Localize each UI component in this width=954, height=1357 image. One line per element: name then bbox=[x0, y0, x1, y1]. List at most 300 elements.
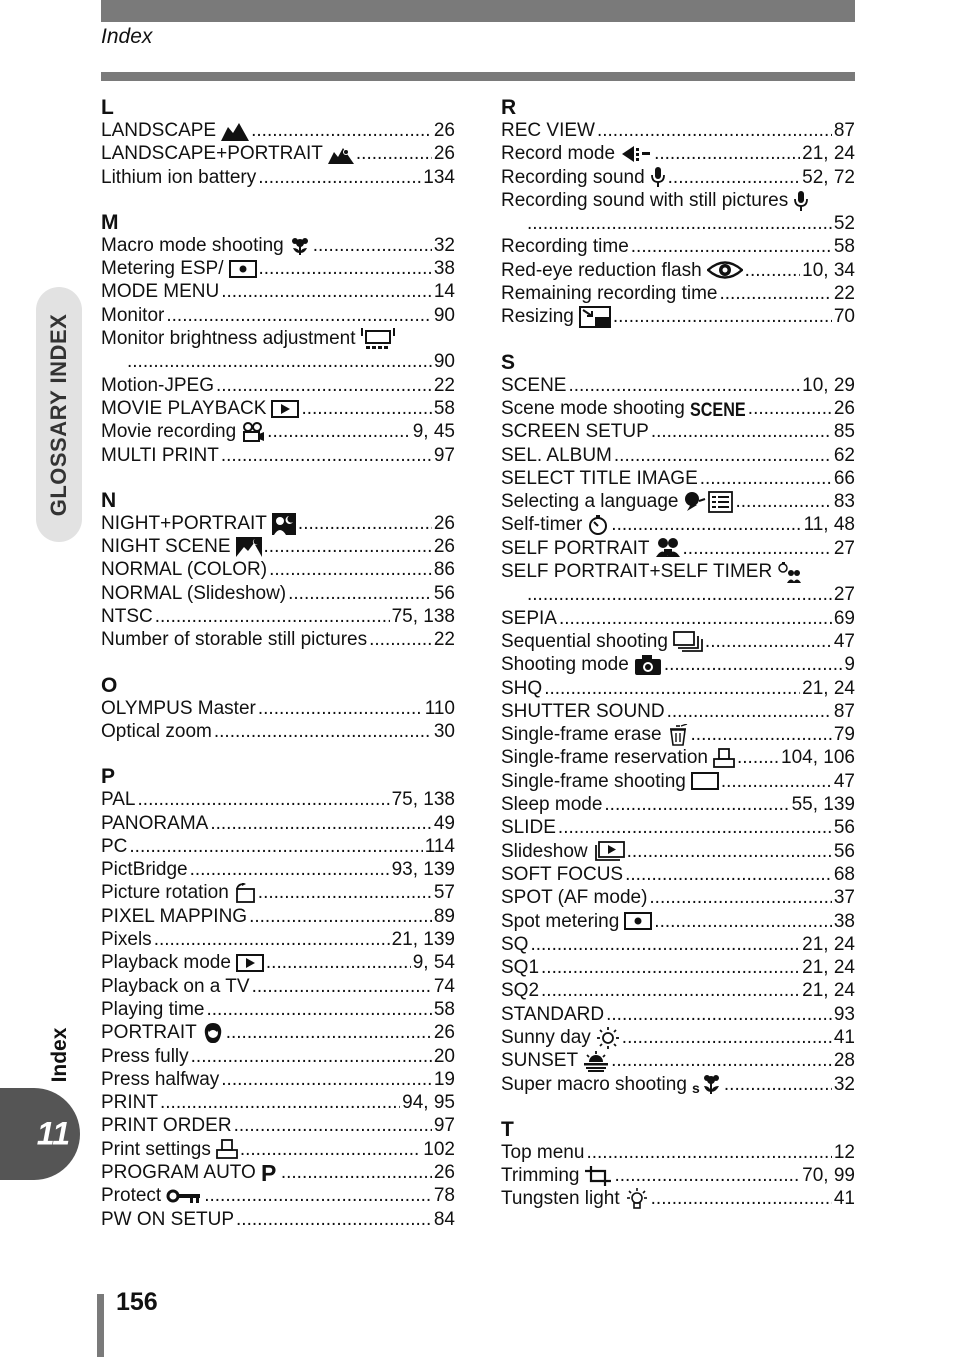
entry-term: Single-frame shooting bbox=[501, 770, 686, 792]
entry-page: 27 bbox=[833, 537, 855, 559]
entry-page: 84 bbox=[433, 1208, 455, 1230]
entry-term: Number of storable still pictures bbox=[101, 629, 368, 651]
microphone-icon bbox=[650, 166, 666, 189]
entry-term: Motion-JPEG bbox=[101, 374, 214, 396]
dot-leader bbox=[281, 1161, 432, 1184]
index-entry bbox=[101, 1091, 455, 1114]
dot-leader bbox=[558, 816, 832, 839]
index-column-left bbox=[101, 96, 455, 1231]
index-entry bbox=[501, 1187, 855, 1210]
index-entry bbox=[101, 998, 455, 1021]
playback-icon bbox=[271, 397, 299, 420]
index-entry bbox=[501, 189, 855, 212]
entry-term: Selecting a language bbox=[501, 491, 679, 513]
index-entry bbox=[501, 374, 855, 397]
resize-icon bbox=[579, 305, 611, 328]
entry-page: 22 bbox=[433, 629, 455, 651]
dot-leader bbox=[649, 886, 831, 909]
entry-page: 22 bbox=[833, 283, 855, 305]
dot-leader bbox=[654, 910, 832, 933]
dot-leader bbox=[654, 142, 800, 165]
index-entry bbox=[101, 720, 455, 743]
dot-leader bbox=[298, 512, 432, 535]
macro-flower-icon bbox=[289, 234, 311, 257]
entry-page: 21, 24 bbox=[802, 957, 855, 979]
index-entry bbox=[101, 1138, 455, 1161]
entry-page: 86 bbox=[433, 559, 455, 581]
entry-term: Top menu bbox=[501, 1141, 585, 1163]
entry-page: 66 bbox=[833, 467, 855, 489]
entry-term: Playback mode bbox=[101, 952, 231, 974]
entry-page: 9, 54 bbox=[412, 952, 455, 974]
index-entry bbox=[101, 835, 455, 858]
entry-page: 26 bbox=[433, 536, 455, 558]
chapter-number: 11 bbox=[36, 1115, 70, 1152]
section-gap bbox=[101, 743, 455, 765]
sequential-icon bbox=[673, 630, 703, 653]
index-entry bbox=[501, 653, 855, 676]
index-entry bbox=[501, 1026, 855, 1049]
index-entry bbox=[101, 788, 455, 811]
entry-term: LANDSCAPE bbox=[101, 120, 217, 141]
entry-page: 104, 106 bbox=[781, 747, 855, 769]
single-frame-icon bbox=[691, 770, 719, 793]
index-entry bbox=[501, 607, 855, 630]
index-entry bbox=[101, 558, 455, 581]
entry-term: Recording sound with still pictures bbox=[501, 189, 789, 211]
entry-page: 21, 24 bbox=[802, 143, 855, 165]
index-entry bbox=[501, 700, 855, 723]
entry-term: SQ1 bbox=[501, 957, 540, 979]
entry-page: 78 bbox=[433, 1185, 455, 1207]
entry-page: 32 bbox=[433, 234, 455, 256]
key-icon bbox=[166, 1184, 202, 1207]
print-icon bbox=[216, 1138, 238, 1161]
entry-term: SUNSET bbox=[501, 1050, 579, 1072]
entry-term: Sleep mode bbox=[501, 794, 603, 816]
dot-leader bbox=[356, 142, 432, 165]
index-entry bbox=[501, 142, 855, 165]
index-entry-continuation bbox=[501, 212, 855, 235]
section-gap bbox=[501, 1096, 855, 1118]
entry-page: 102 bbox=[423, 1138, 455, 1160]
entry-term: PORTRAIT bbox=[101, 1022, 197, 1044]
dot-leader bbox=[269, 558, 432, 581]
entry-term: PC bbox=[101, 835, 128, 857]
index-entry bbox=[101, 327, 455, 350]
section-letter: R bbox=[501, 96, 517, 119]
entry-term: Press halfway bbox=[101, 1068, 220, 1090]
entry-page: 97 bbox=[433, 1115, 455, 1137]
entry-term: Shooting mode bbox=[501, 654, 629, 676]
tungsten-icon bbox=[625, 1187, 649, 1210]
dot-leader bbox=[586, 1141, 831, 1164]
dot-leader bbox=[748, 397, 832, 420]
entry-page: 58 bbox=[433, 998, 455, 1020]
running-head: Index bbox=[101, 25, 153, 48]
entry-page: 26 bbox=[433, 143, 455, 165]
entry-term: Sequential shooting bbox=[501, 630, 668, 652]
index-entry bbox=[501, 444, 855, 467]
entry-page: 49 bbox=[433, 812, 455, 834]
index-entry bbox=[501, 259, 855, 282]
entry-term: PW ON SETUP bbox=[101, 1208, 235, 1230]
dot-leader bbox=[631, 235, 832, 258]
entry-term: SQ2 bbox=[501, 980, 540, 1002]
dot-leader bbox=[737, 746, 779, 769]
entry-page: 56 bbox=[833, 817, 855, 839]
dot-leader bbox=[267, 420, 411, 443]
dot-leader bbox=[527, 212, 832, 235]
dot-leader bbox=[614, 444, 832, 467]
dot-leader bbox=[625, 863, 832, 886]
index-entry bbox=[501, 235, 855, 258]
spot-metering-icon bbox=[624, 910, 652, 933]
dot-leader bbox=[541, 979, 800, 1002]
dot-leader bbox=[597, 119, 832, 142]
dot-leader bbox=[720, 282, 832, 305]
entry-term: Optical zoom bbox=[101, 720, 212, 742]
entry-page: 93, 139 bbox=[391, 859, 455, 881]
dot-leader bbox=[266, 951, 411, 974]
entry-page: 56 bbox=[433, 582, 455, 604]
index-entry bbox=[501, 770, 855, 793]
entry-term: Slideshow bbox=[501, 840, 588, 862]
dot-leader bbox=[240, 1138, 421, 1161]
dot-leader bbox=[606, 1003, 832, 1026]
index-entry bbox=[101, 697, 455, 720]
entry-term: Recording sound bbox=[501, 166, 645, 188]
self-portrait-timer-icon bbox=[777, 560, 803, 583]
entry-page: 69 bbox=[833, 607, 855, 629]
entry-page: 75, 138 bbox=[391, 606, 455, 628]
entry-page: 57 bbox=[433, 882, 455, 904]
landscape-portrait-icon bbox=[328, 142, 354, 165]
dot-leader bbox=[264, 535, 432, 558]
entry-term: MOVIE PLAYBACK bbox=[101, 397, 267, 419]
header-bar bbox=[101, 0, 855, 22]
dot-leader bbox=[236, 1208, 432, 1231]
index-entry bbox=[101, 628, 455, 651]
dot-leader bbox=[258, 697, 423, 720]
index-entry bbox=[101, 812, 455, 835]
entry-term: SCENE bbox=[501, 374, 567, 396]
dot-leader bbox=[190, 858, 390, 881]
dot-leader bbox=[745, 259, 801, 282]
night-portrait-icon bbox=[272, 512, 296, 535]
dot-leader bbox=[160, 1091, 400, 1114]
entry-term: Macro mode shooting bbox=[101, 234, 284, 256]
entry-page: 21, 24 bbox=[802, 933, 855, 955]
svg-text:s: s bbox=[691, 1080, 700, 1096]
entry-page: 30 bbox=[433, 720, 455, 742]
entry-page: 90 bbox=[433, 351, 455, 373]
index-entry bbox=[101, 1021, 455, 1044]
dot-leader bbox=[313, 234, 432, 257]
dot-leader bbox=[705, 630, 832, 653]
dot-leader bbox=[155, 605, 390, 628]
entry-page: 26 bbox=[433, 1022, 455, 1044]
entry-term: SHUTTER SOUND bbox=[501, 700, 665, 722]
entry-page: 11, 48 bbox=[803, 514, 855, 536]
entry-page: 75, 138 bbox=[391, 789, 455, 811]
dot-leader bbox=[691, 723, 832, 746]
entry-page: 55, 139 bbox=[791, 794, 855, 816]
index-entry bbox=[101, 905, 455, 928]
entry-term: Tungsten light bbox=[501, 1188, 620, 1210]
entry-page: 28 bbox=[833, 1050, 855, 1072]
entry-term: Playing time bbox=[101, 998, 205, 1020]
index-entry bbox=[101, 444, 455, 467]
dot-leader bbox=[622, 1026, 832, 1049]
entry-term: PRINT bbox=[101, 1092, 158, 1114]
dot-leader bbox=[627, 840, 832, 863]
portrait-icon bbox=[202, 1021, 224, 1044]
entry-term: SHQ bbox=[501, 677, 543, 699]
index-tab-label: Index bbox=[48, 1027, 71, 1083]
dot-leader bbox=[664, 653, 843, 676]
super-macro-icon bbox=[692, 1073, 722, 1096]
index-entry bbox=[501, 467, 855, 490]
entry-page: 26 bbox=[433, 512, 455, 534]
entry-page: 38 bbox=[833, 910, 855, 932]
dot-leader bbox=[541, 956, 800, 979]
entry-page: 52 bbox=[833, 213, 855, 235]
section-gap bbox=[101, 652, 455, 674]
entry-page: 47 bbox=[833, 770, 855, 792]
entry-term: Lithium ion battery bbox=[101, 166, 257, 188]
index-entry bbox=[501, 910, 855, 933]
entry-term: PIXEL MAPPING bbox=[101, 905, 248, 927]
dot-leader bbox=[216, 374, 432, 397]
sunset-icon bbox=[583, 1049, 609, 1072]
dot-leader bbox=[191, 1045, 432, 1068]
program-p-icon bbox=[261, 1161, 279, 1184]
camera-icon bbox=[634, 653, 662, 676]
entry-term: Movie recording bbox=[101, 421, 237, 443]
microphone-icon bbox=[793, 189, 809, 212]
entry-page: 38 bbox=[433, 258, 455, 280]
entry-page: 110 bbox=[424, 697, 455, 719]
entry-term: PROGRAM AUTO bbox=[101, 1161, 256, 1183]
index-entry bbox=[501, 560, 855, 583]
entry-page: 10, 29 bbox=[802, 374, 855, 396]
entry-term: Metering ESP/ bbox=[101, 258, 224, 280]
entry-page: 19 bbox=[433, 1068, 455, 1090]
dot-leader bbox=[226, 1021, 432, 1044]
dot-leader bbox=[667, 700, 832, 723]
entry-page: 37 bbox=[833, 887, 855, 909]
entry-term: Monitor bbox=[101, 304, 165, 326]
index-entry bbox=[501, 723, 855, 746]
index-entry bbox=[501, 1073, 855, 1096]
spot-metering-icon bbox=[229, 257, 257, 280]
entry-term: NORMAL (COLOR) bbox=[101, 559, 268, 581]
entry-term: SELF PORTRAIT bbox=[501, 537, 650, 559]
self-timer-icon bbox=[587, 513, 609, 536]
index-entry bbox=[501, 1003, 855, 1026]
index-entry bbox=[101, 397, 455, 420]
entry-term: LANDSCAPE+PORTRAIT bbox=[101, 143, 323, 165]
dot-leader bbox=[258, 881, 432, 904]
erase-icon bbox=[667, 723, 689, 746]
index-entry bbox=[501, 305, 855, 328]
playback-icon bbox=[236, 951, 264, 974]
index-entry bbox=[101, 257, 455, 280]
entry-term: Trimming bbox=[501, 1165, 580, 1187]
index-entry bbox=[501, 816, 855, 839]
sun-icon bbox=[596, 1026, 620, 1049]
dot-leader bbox=[301, 397, 431, 420]
entry-term: NTSC bbox=[101, 606, 153, 628]
entry-term: SEL. ALBUM bbox=[501, 444, 612, 466]
index-section-n bbox=[101, 489, 455, 652]
index-entry bbox=[101, 582, 455, 605]
section-letter: T bbox=[501, 1117, 514, 1141]
section-gap bbox=[501, 329, 855, 351]
entry-page: 79 bbox=[833, 724, 855, 746]
dot-leader bbox=[259, 257, 432, 280]
index-entry bbox=[501, 537, 855, 560]
entry-term: PRINT ORDER bbox=[101, 1115, 232, 1137]
dot-leader bbox=[207, 998, 432, 1021]
dot-leader bbox=[559, 607, 832, 630]
dot-leader bbox=[614, 1164, 800, 1187]
section-letter: P bbox=[101, 765, 116, 789]
index-entry bbox=[501, 886, 855, 909]
index-entry bbox=[101, 280, 455, 303]
entry-term: STANDARD bbox=[501, 1003, 605, 1025]
entry-page: 41 bbox=[833, 1026, 855, 1048]
index-section-r bbox=[501, 96, 855, 329]
dot-leader bbox=[651, 420, 832, 443]
index-entry bbox=[101, 1114, 455, 1137]
glossary-index-tab bbox=[36, 287, 82, 542]
entry-term: Self-timer bbox=[501, 514, 583, 536]
index-section-s bbox=[501, 351, 855, 1096]
entry-term: OLYMPUS Master bbox=[101, 697, 256, 719]
entry-page: 90 bbox=[433, 304, 455, 326]
entry-term: Recording time bbox=[501, 236, 629, 258]
index-entry bbox=[501, 933, 855, 956]
dot-leader bbox=[221, 280, 432, 303]
index-entry bbox=[101, 1045, 455, 1068]
index-entry bbox=[101, 142, 455, 165]
index-entry bbox=[101, 928, 455, 951]
index-entry bbox=[101, 605, 455, 628]
entry-page: 27 bbox=[833, 584, 855, 606]
entry-term: Red-eye reduction flash bbox=[501, 259, 702, 281]
dot-leader bbox=[735, 490, 831, 513]
dot-leader bbox=[234, 1114, 432, 1137]
entry-page: 70, 99 bbox=[802, 1165, 855, 1187]
entry-term: SQ bbox=[501, 933, 529, 955]
index-entry bbox=[501, 166, 855, 189]
index-entry bbox=[501, 956, 855, 979]
page-number: 156 bbox=[116, 1288, 158, 1316]
dot-leader bbox=[210, 812, 432, 835]
entry-page: 94, 95 bbox=[402, 1092, 455, 1114]
entry-term: PictBridge bbox=[101, 859, 188, 881]
entry-term: Scene mode shooting bbox=[501, 397, 685, 419]
index-entry bbox=[501, 513, 855, 536]
dot-leader bbox=[544, 677, 800, 700]
self-portrait-icon bbox=[655, 537, 681, 560]
entry-term: Protect bbox=[101, 1185, 162, 1207]
slideshow-icon bbox=[593, 840, 625, 863]
index-entry bbox=[501, 119, 855, 142]
entry-term: Pixels bbox=[101, 929, 152, 951]
chapter-marker bbox=[0, 1088, 80, 1180]
entry-page: 21, 139 bbox=[391, 929, 455, 951]
entry-page: 20 bbox=[433, 1045, 455, 1067]
index-entry bbox=[101, 951, 455, 974]
dot-leader bbox=[651, 1187, 832, 1210]
index-entry bbox=[501, 840, 855, 863]
entry-page: 47 bbox=[833, 630, 855, 652]
movie-camera-icon bbox=[241, 420, 265, 443]
entry-term: NIGHT+PORTRAIT bbox=[101, 512, 267, 534]
entry-term: Playback on a TV bbox=[101, 975, 250, 997]
dot-leader bbox=[249, 905, 432, 928]
entry-term: PAL bbox=[101, 789, 136, 811]
index-section-o bbox=[101, 674, 455, 744]
index-entry bbox=[101, 975, 455, 998]
index-section-t bbox=[501, 1118, 855, 1211]
trim-icon bbox=[584, 1164, 612, 1187]
dot-leader bbox=[214, 720, 432, 743]
monitor-brightness-icon bbox=[361, 327, 395, 350]
entry-page: 58 bbox=[833, 236, 855, 258]
entry-page: 21, 24 bbox=[802, 677, 855, 699]
index-entry bbox=[101, 166, 455, 189]
entry-term: SELF PORTRAIT+SELF TIMER bbox=[501, 561, 773, 583]
entry-term: Remaining recording time bbox=[501, 283, 718, 305]
entry-page: 114 bbox=[424, 835, 455, 857]
section-gap bbox=[101, 467, 455, 489]
entry-page: 83 bbox=[833, 491, 855, 513]
index-entry bbox=[101, 304, 455, 327]
index-entry bbox=[101, 374, 455, 397]
entry-page: 89 bbox=[433, 905, 455, 927]
dot-leader bbox=[604, 793, 789, 816]
dot-leader bbox=[700, 467, 832, 490]
dot-leader bbox=[251, 119, 432, 142]
quality-icon bbox=[620, 142, 652, 165]
index-entry bbox=[501, 420, 855, 443]
entry-page: 74 bbox=[433, 975, 455, 997]
dot-leader bbox=[154, 928, 390, 951]
landscape-icon bbox=[221, 119, 249, 142]
index-section-p bbox=[101, 765, 455, 1231]
section-letter: L bbox=[101, 96, 114, 119]
scene-text-icon bbox=[690, 397, 746, 420]
index-entry bbox=[101, 535, 455, 558]
entry-term: SELECT TITLE IMAGE bbox=[501, 467, 698, 489]
index-entry bbox=[101, 420, 455, 443]
entry-term: Super macro shooting bbox=[501, 1073, 687, 1095]
index-entry bbox=[101, 512, 455, 535]
entry-page: 68 bbox=[833, 863, 855, 885]
index-section-m bbox=[101, 211, 455, 467]
entry-term: Spot metering bbox=[501, 910, 620, 932]
page-number-bar bbox=[97, 1294, 104, 1357]
entry-term: Press fully bbox=[101, 1045, 189, 1067]
dot-leader bbox=[611, 513, 801, 536]
glossary-tab-label: GLOSSARY INDEX bbox=[46, 313, 71, 516]
section-letter: M bbox=[101, 210, 119, 234]
entry-term: PANORAMA bbox=[101, 812, 209, 834]
